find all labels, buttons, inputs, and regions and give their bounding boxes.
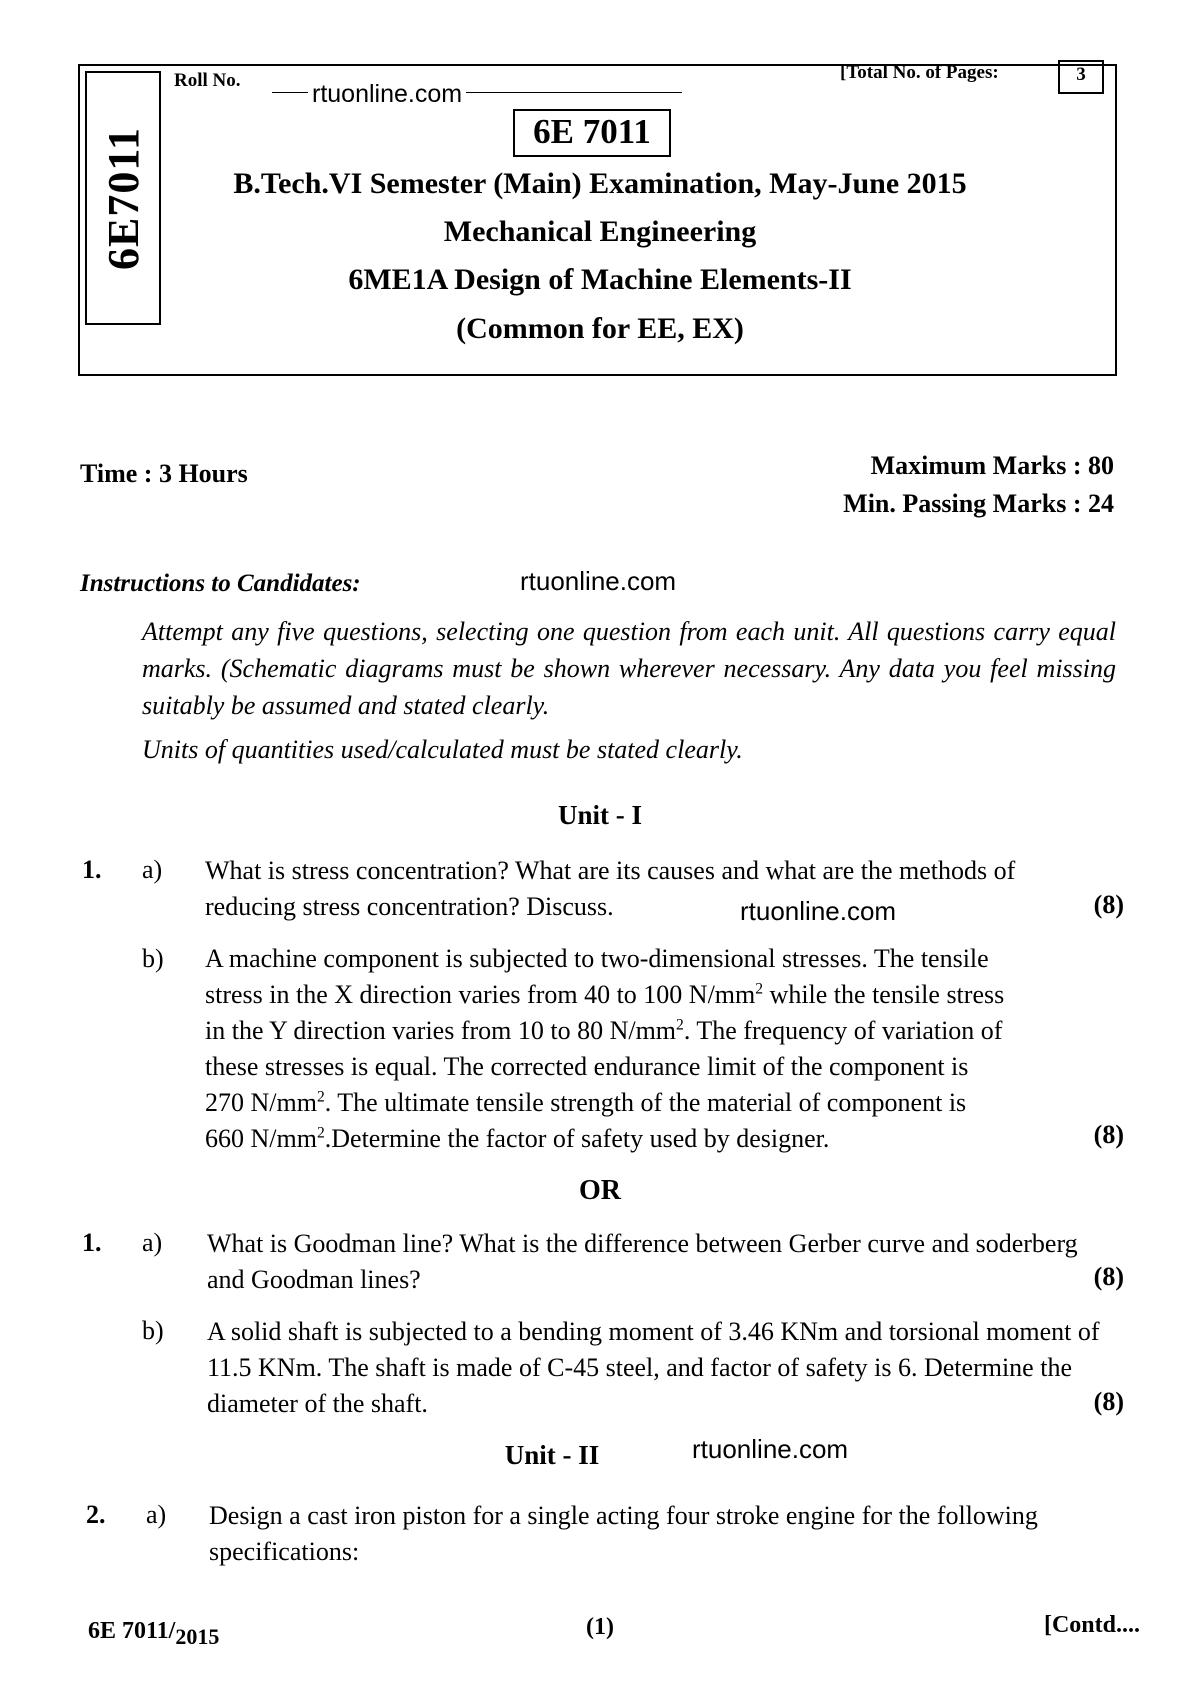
unit-1-heading: Unit - I [557,800,642,830]
instructions-heading: Instructions to Candidates: [80,570,361,597]
time-allowed: Time : 3 Hours [80,459,248,488]
total-pages-label: [Total No. of Pages: [840,62,999,83]
total-pages-value: 3 [1058,60,1104,94]
roll-watermark: rtuonline.com [308,80,466,109]
side-code-text: 6E7011 [98,126,148,270]
question-1-alt-b-text: A solid shaft is subjected to a bending moment of 3.46 KNm and torsional moment of 11.5 KNm. The shaft is made of C-45 steel, and factor of safety is 6. Determine the diameter of the shaft. [207,1317,1100,1418]
footer-page-number: (1) [586,1614,614,1640]
units-note: Units of quantities used/calculated must be stated clearly. [142,735,743,764]
instructions-text: Attempt any five questions, selecting one question from each unit. All questions carry equal marks. (Schematic diagrams must be shown wherever necessary. Any data you feel missing suitably be assumed and stated clearly. [142,617,1116,720]
or-separator: OR [579,1175,621,1206]
footer-paper-code: 6E $7011/_{2015}$ [88,1618,220,1649]
unit-2-watermark: rtuonline.com [692,1434,849,1464]
paper-code: 6E 7011 [513,109,671,157]
question-1b-line: 660 $N/mm^2.Determine$ the factor of safety used by designer. [205,1124,830,1153]
sub-question-label: a) [142,1228,163,1257]
subject: 6ME1A Design of Machine Elements-II [348,263,852,296]
sub-question-label: b) [142,944,164,973]
question-1b-line: 270 $N/mm^2$. The ultimate tensile strength of the material of component is [205,1088,967,1117]
question-1b-text [205,941,1125,1157]
question-1a-text: What is stress concentration? What are its causes and what are the methods of reducing stress concentration? Discuss. [205,856,1016,921]
question-1b-line: in the Y direction varies from 10 to 80 $N/mm^2$. The frequency of variation of [205,1016,1003,1045]
department: Mechanical Engineering [443,215,757,248]
question-1b-marks: (8) [1093,1120,1124,1149]
sub-question-label: a) [146,1500,167,1529]
question-1-alt-a-text: What is Goodman line? What is the difference between Gerber curve and soderberg and Goodman lines? [207,1229,1078,1294]
common-for: (Common for EE, EX) [456,312,744,345]
maximum-marks: Maximum Marks : 80 [870,451,1114,480]
question-1b-line: stress in the X direction varies from 40 to 100 $N/mm^2$ while the tensile stress [205,980,1005,1009]
footer-continued: [Contd.... [1043,1612,1140,1638]
question-1b-line: A machine component is subjected to two-dimensional stresses. The tensile [205,944,989,973]
question-1a-watermark: rtuonline.com [740,896,897,926]
question-1a-marks: (8) [1093,890,1124,919]
unit-2-heading-row [0,1440,1200,1471]
exam-title: B.Tech.VI Semester (Main) Examination, May-June 2015 [233,167,967,200]
sub-question-label: b) [142,1316,164,1345]
question-1b-line: these stresses is equal. The corrected endurance limit of the component is [205,1052,969,1081]
question-2a-text: Design a cast iron piston for a single acting four stroke engine for the following specifications: [209,1501,1038,1566]
question-1-alt-b-marks: (8) [1093,1387,1124,1416]
unit-2-heading: Unit - II [504,1440,600,1470]
question-number: 1. [82,1228,102,1257]
question-1-alt-a-marks: (8) [1093,1262,1124,1291]
roll-no-label: Roll No. [174,70,241,91]
sub-question-label: a) [142,855,163,884]
min-passing-marks: Min. Passing Marks : 24 [843,489,1114,518]
question-number: 2. [86,1500,106,1529]
instructions-watermark: rtuonline.com [520,566,677,596]
question-number: 1. [82,855,102,884]
